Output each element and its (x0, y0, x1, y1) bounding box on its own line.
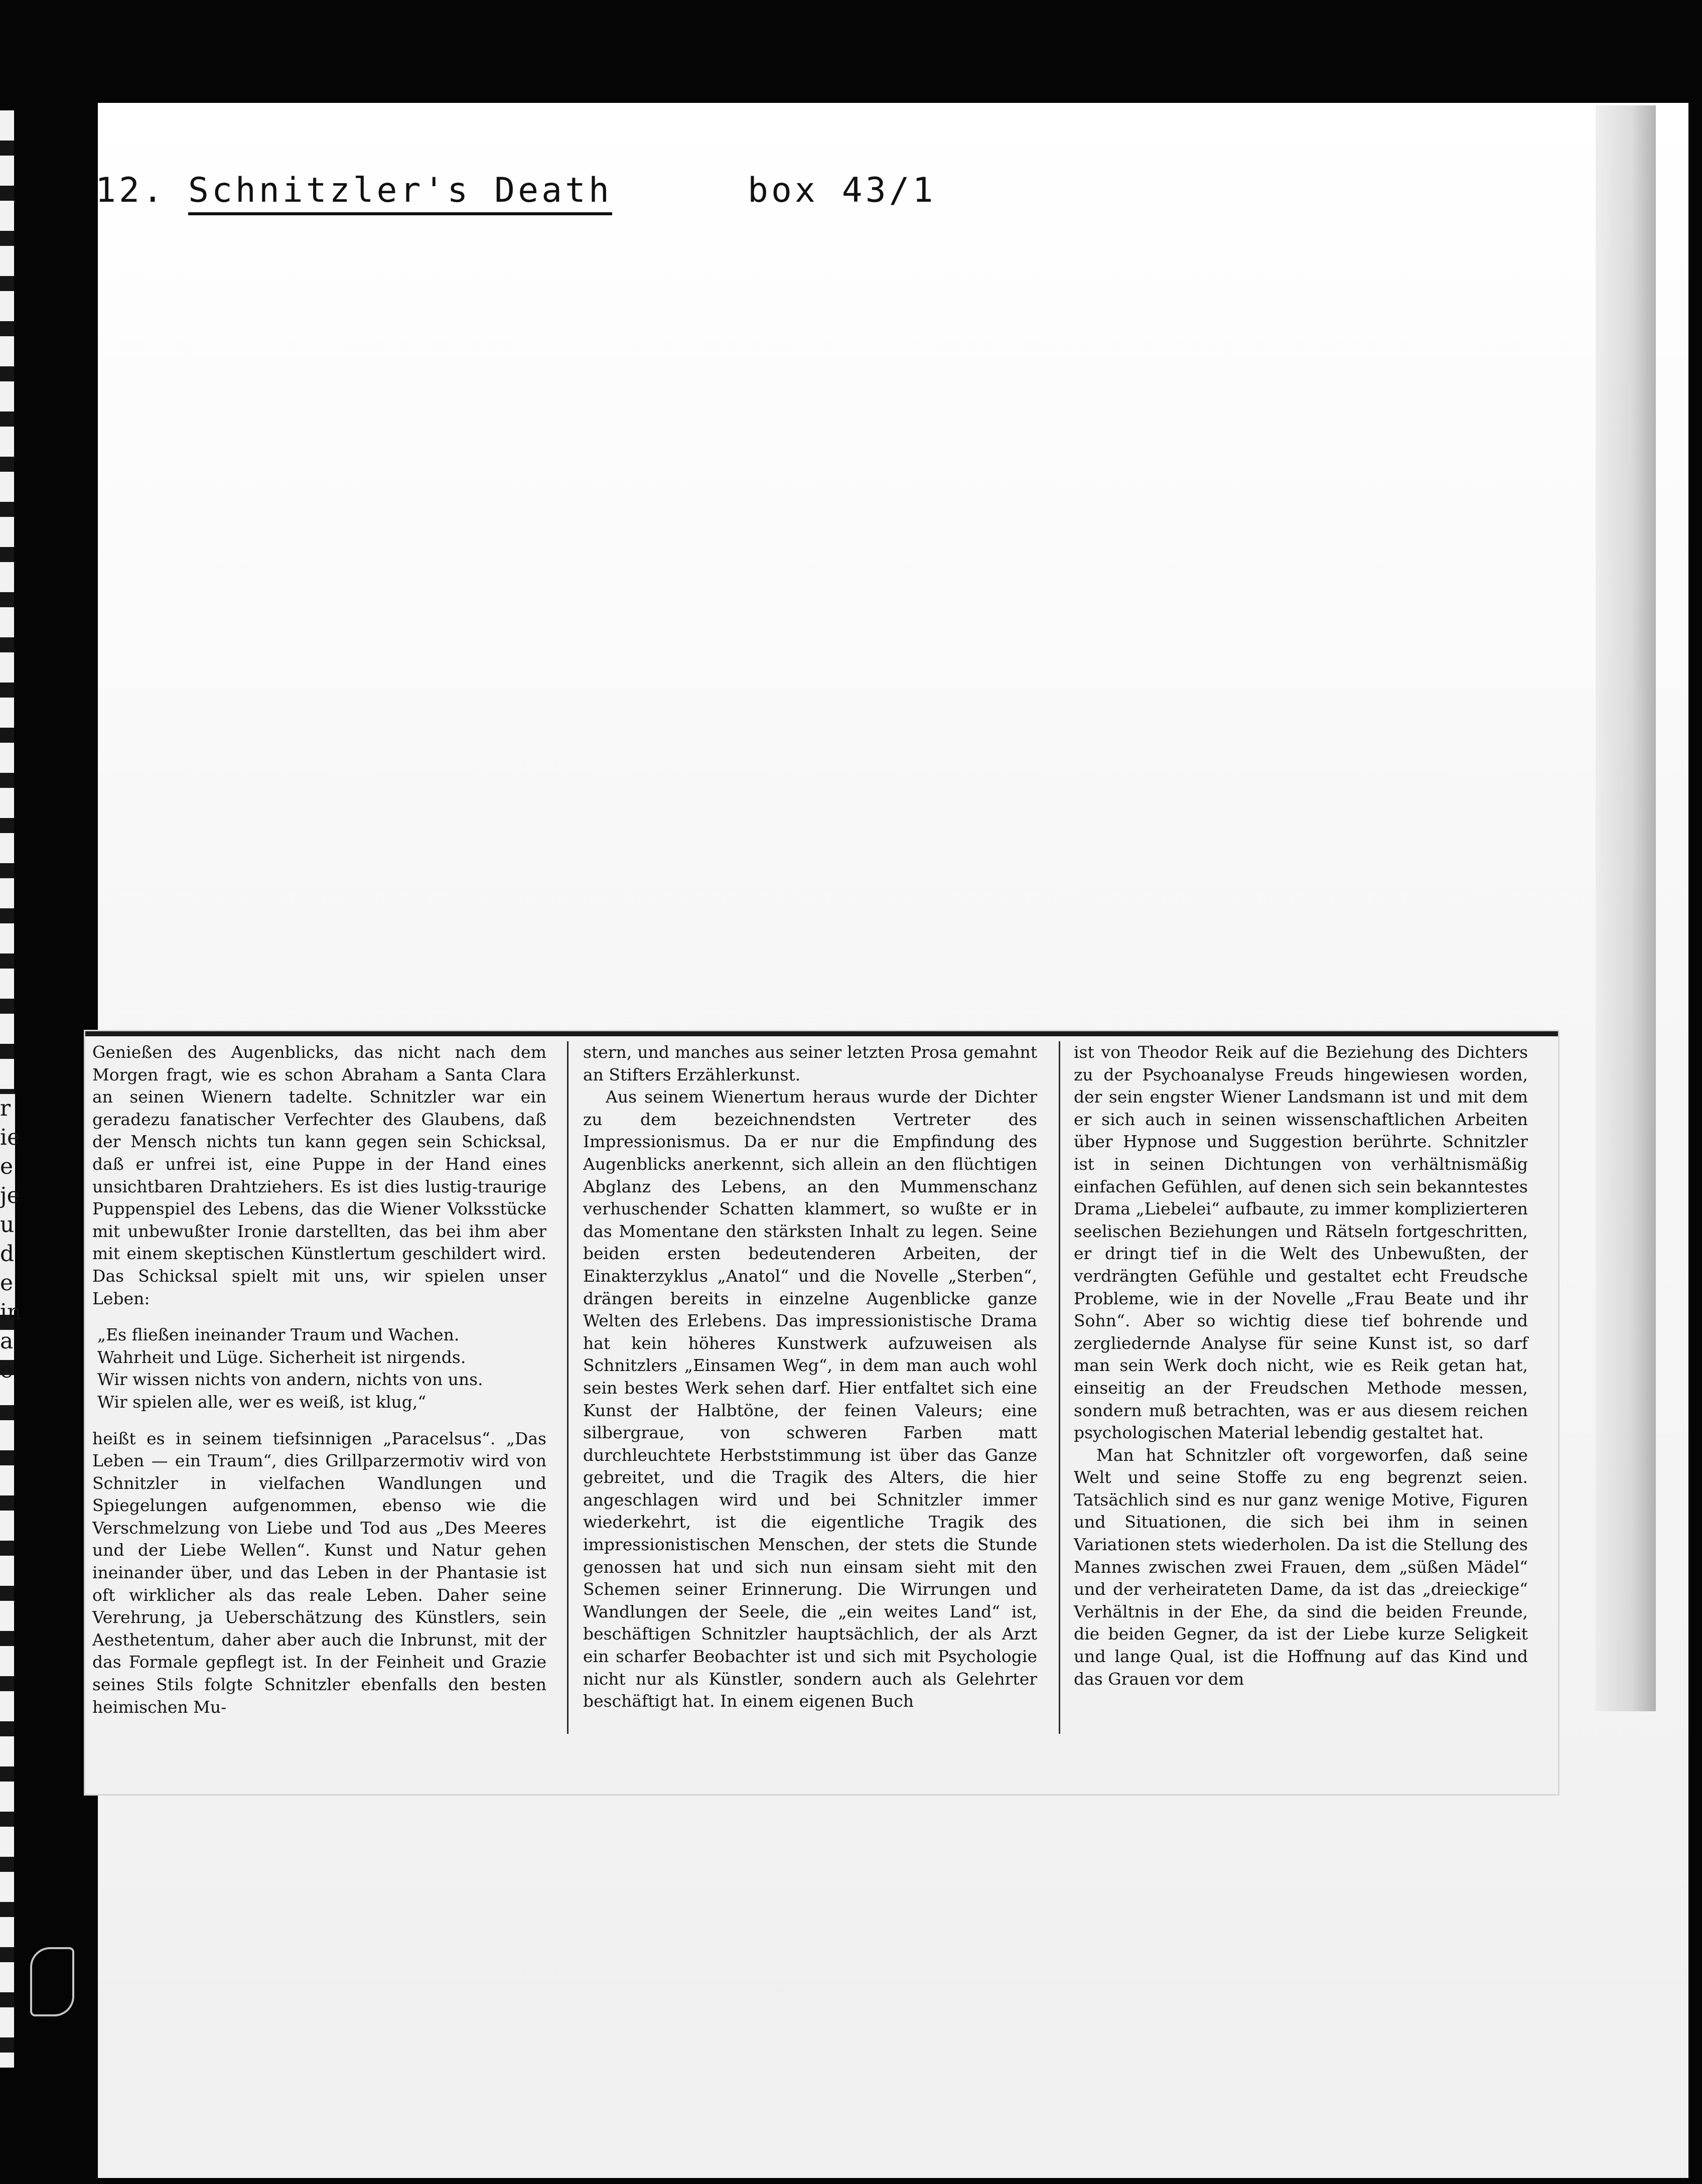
edge-fragment: r (0, 1096, 11, 1121)
quote-line: Wir spielen alle, wer es weiß, ist klug,“ (97, 1392, 427, 1412)
column-divider (1059, 1041, 1060, 1734)
edge-fragment: a (0, 1328, 14, 1354)
poem-quote (97, 1324, 536, 1413)
page-bottom (98, 1987, 1688, 2178)
newspaper-clipping (85, 1031, 1558, 1794)
quote-line: Wir wissen nichts von andern, nichts von uns. (97, 1370, 483, 1390)
folder-number: 12. (95, 171, 166, 210)
page-shadow (1596, 105, 1656, 1711)
film-edge (0, 110, 22, 2068)
adjacent-page-edge (0, 1094, 22, 1383)
folder-title: Schnitzler's Death (188, 171, 612, 215)
article-paragraph: Man hat Schnitzler oft vorgeworfen, daß seine Welt und seine Stoffe zu eng begrenzt seien. Tatsächlich sind es nur ganz wenige Motive, Figuren und Situationen, die sich bei ihm in seinen Variationen stets wiederholen. Da ist die Stellung des Mannes zwischen zwei Frauen, dem „süßen Mädel“ und der verheirateten Dame, da ist das „dreieckige“ Verhältnis in der Ehe, da sind die beiden Freunde, die beiden Gegner, da ist der Liebe kurze Seligkeit und lange Qual, ist die Hoffnung auf das Kind und das Grauen vor dem (1074, 1445, 1528, 1689)
column-divider (567, 1041, 569, 1734)
edge-fragment: e (0, 1270, 14, 1296)
edge-fragment: je (0, 1183, 20, 1208)
article-column-1 (92, 1041, 546, 1744)
edge-fragment: u (0, 1212, 15, 1238)
edge-fragment: in (0, 1299, 22, 1325)
article-paragraph: Genießen des Augenblicks, das nicht nach dem Morgen fragt, wie es schon Abraham a Santa Clara an seinen Wienern tadelte. Schnitzler war ein geradezu fanatischer Verfechter des Glaubens, daß der Mensch nichts tun kann gegen sein Schicksal, daß er unfrei ist, eine Puppe in der Hand eines unsichtbaren Drahtziehers. Es ist dies lustig-traurige Puppenspiel des Lebens, das die Wiener Volksstücke mit unbewußter Ironie darstellten, das bei ihm aber mit einem skeptischen Künstlertum geschildert wird. Das Schicksal spielt mit uns, wir spielen unser Leben: (92, 1042, 546, 1308)
box-label: box 43/1 (748, 171, 936, 210)
quote-line: „Es fließen ineinander Traum und Wachen. (97, 1325, 460, 1345)
film-mark (30, 1947, 74, 2016)
edge-fragment: ie (0, 1125, 21, 1150)
article-column-2 (583, 1041, 1037, 1744)
article-paragraph: stern, und manches aus seiner letzten Prosa gemahnt an Stifters Erzählerkunst. (583, 1042, 1037, 1084)
article-paragraph: ist von Theodor Reik auf die Beziehung des Dichters zu der Psychoanalyse Freuds hingewiesen worden, der sein engster Wiener Landsmann ist und mit dem er sich auch in seinen wissenschaftlichen Arbeiten über Hypnose und Suggestion berührte. Schnitzler ist in seinen Dichtungen von verhältnismäßig einfachen Gefühlen, auf denen sich sein bekanntestes Drama „Liebelei“ aufbaute, zu immer komplizierteren seelischen Beziehungen und Rätseln fortgeschritten, er dringt tief in die Welt des Unbewußten, der verdrängten Gefühle und gestaltet echt Freudsche Probleme, wie in der Novelle „Frau Beate und ihr Sohn“. Aber so wichtig diese tief bohrende und zergliedernde Analyse für seine Kunst ist, so darf man sein Werk doch nicht, wie es Reik getan hat, einseitig an der Freudschen Methode messen, sondern muß betrachten, was er aus diesem reichen psychologischen Material lebendig gestaltet hat. (1074, 1042, 1528, 1443)
article-column-3 (1074, 1041, 1528, 1744)
clipping-top-rule (85, 1031, 1558, 1036)
article-paragraph: heißt es in seinem tiefsinnigen „Paracelsus“. „Das Leben — ein Traum“, dies Grillparzermotiv wird von Schnitzler in vielfachen Wandlungen und Spiegelungen aufgenommen, ebenso wie die Verschmelzung von Liebe und Tod aus „Des Meeres und der Liebe Wellen“. Kunst und Natur gehen ineinander über, und das Leben in der Phantasie ist oft wirklicher als das reale Leben. Daher seine Verehrung, ja Ueberschätzung des Künstlers, sein Aesthetentum, daher aber auch die Inbrunst, mit der das Formale gepflegt ist. In der Feinheit und Grazie seines Stils folgte Schnitzler ebenfalls den besten heimischen Mu- (92, 1428, 546, 1717)
edge-fragment: e (0, 1357, 14, 1383)
edge-fragment: e (0, 1154, 14, 1179)
edge-fragment: d (0, 1241, 15, 1267)
quote-line: Wahrheit und Lüge. Sicherheit ist nirgends. (97, 1347, 466, 1367)
article-paragraph: Aus seinem Wienertum heraus wurde der Dichter zu dem bezeichnendsten Vertreter des Impressionismus. Da er nur die Empfindung des Augenblicks anerkennt, sich allein an den flüchtigen Abglanz des Lebens, an den Mummenschanz verhuschender Schatten klammert, so wußte er in das Momentane den stärksten Inhalt zu legen. Seine beiden ersten bedeutenderen Arbeiten, der Einakterzyklus „Anatol“ und die Novelle „Sterben“, drängen bereits in einzelne Augenblicke ganze Welten des Erlebens. Das impressionistische Drama hat kein höheres Kunstwerk aufzuweisen als Schnitzlers „Einsamen Weg“, in dem man auch wohl sein bestes Werk sehen darf. Hier entfaltet sich eine Kunst der Halbtöne, der feinen Valeurs; eine silbergraue, von schweren Farben matt durchleuchtete Herbststimmung ist über das Ganze gebreitet, und die Tragik des Alters, die hier angeschlagen wird und bei Schnitzler immer wiederkehrt, ist die eigentliche Tragik des impressionistischen Menschen, der stets die Stunde genossen hat und sich nun einsam sieht mit den Schemen seiner Erinnerung. Die Wirrungen und Wandlungen der Seele, die „ein weites Land“ ist, beschäftigen Schnitzler hauptsächlich, der als Arzt ein scharfer Beobachter ist und sich mit Psychologie nicht nur als Künstler, sondern auch als Gelehrter beschäftigt hat. In einem eigenen Buch (583, 1087, 1037, 1711)
